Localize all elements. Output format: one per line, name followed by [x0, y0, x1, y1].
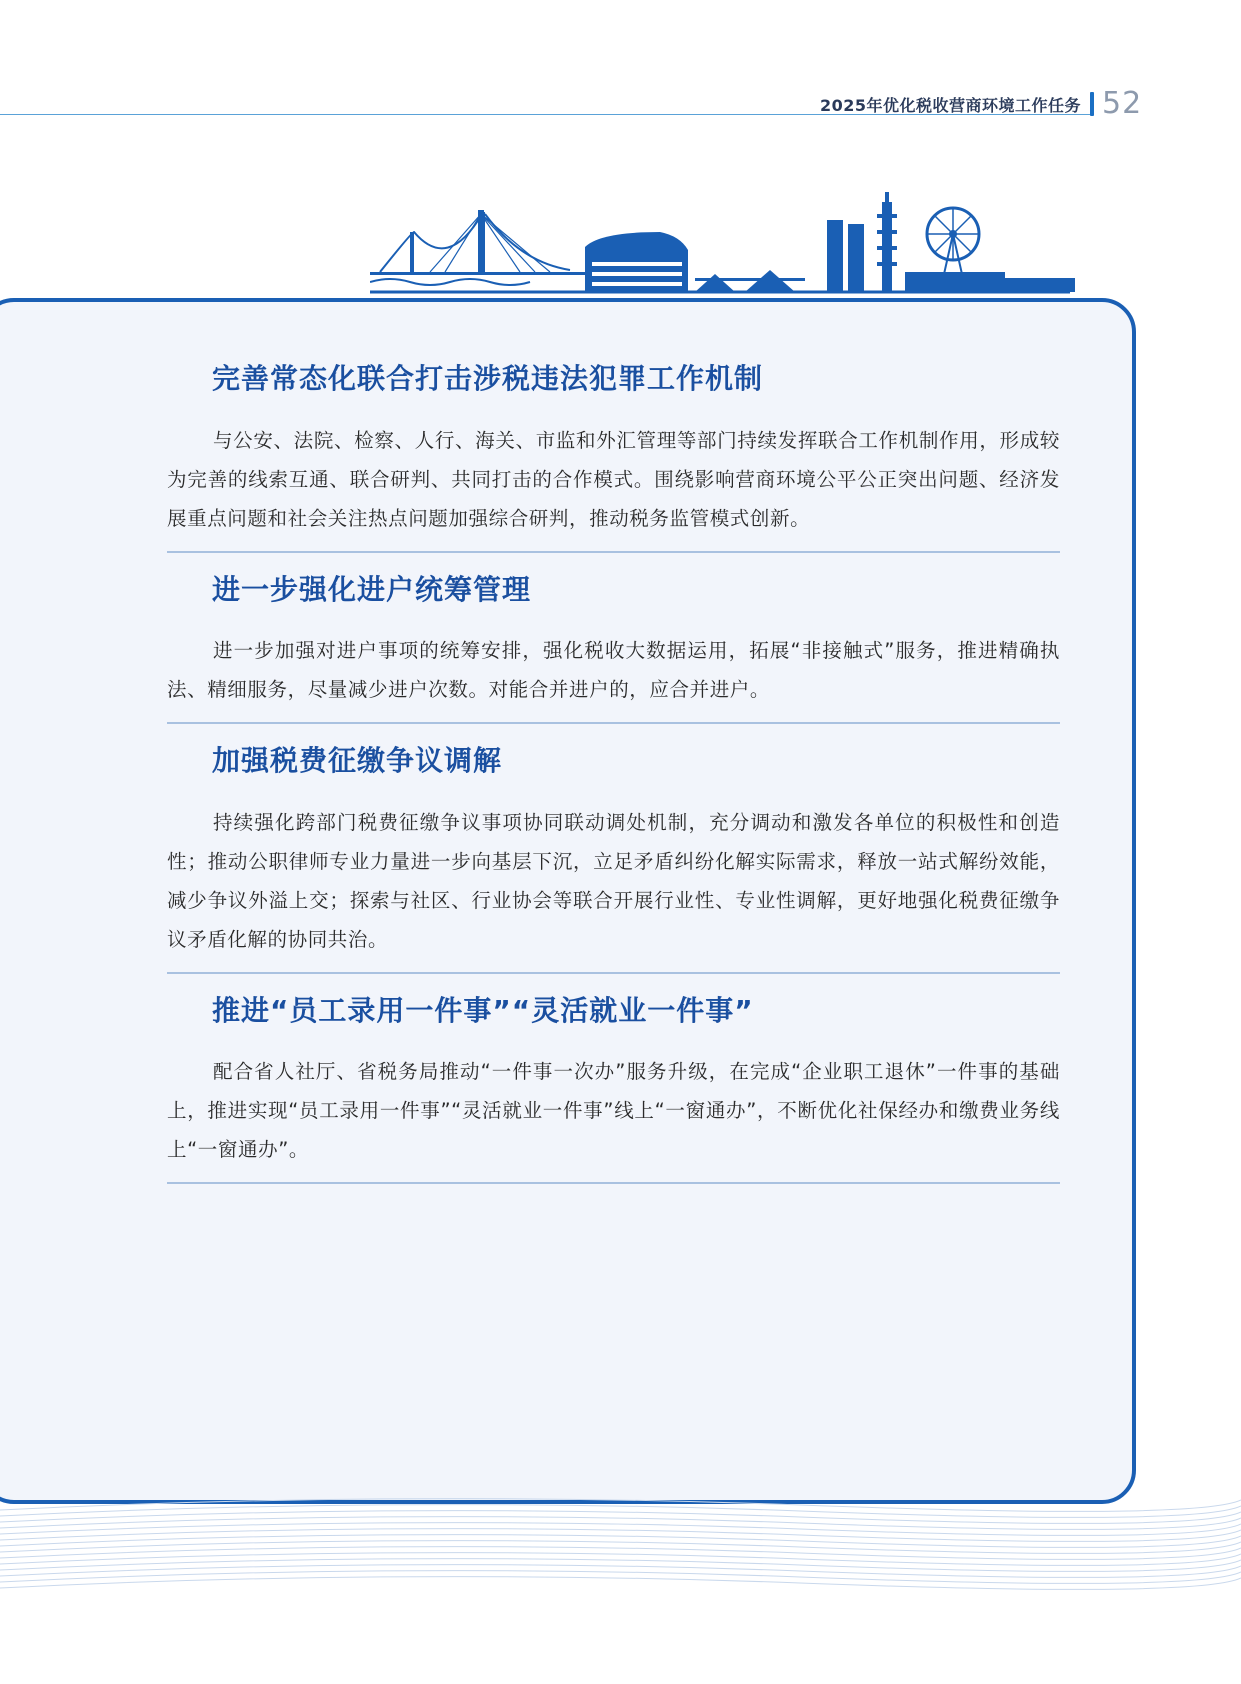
header-accent-bar: [1090, 92, 1094, 116]
section-body: 与公安、法院、检察、人行、海关、市监和外汇管理等部门持续发挥联合工作机制作用，形成较为完善的线索互通、联合研判、共同打击的合作模式。围绕影响营商环境公平公正突出问题、经济发展重点问题和社会关注热点问题加强综合研判，推动税务监管模式创新。: [167, 428, 1060, 530]
section-title: 进一步强化进户统筹管理: [212, 572, 532, 606]
city-skyline-illustration: [370, 192, 1076, 300]
section-divider: [167, 722, 1060, 724]
section-body: 持续强化跨部门税费征缴争议事项协同联动调处机制，充分调动和激发各单位的积极性和创造性；推动公职律师专业力量进一步向基层下沉，立足矛盾纠纷化解实际需求，释放一站式解纷效能，减少争议外溢上交；探索与社区、行业协会等联合开展行业性、专业性调解，更好地强化税费征缴争议矛盾化解的协同共治。: [167, 810, 1060, 951]
section-dispute-mediation: [167, 744, 1060, 974]
content-column: [167, 362, 1060, 1204]
section-joint-crackdown: [167, 362, 1060, 553]
page-number: 52: [1102, 86, 1143, 121]
section-divider: [167, 1182, 1060, 1184]
section-body: 配合省人社厅、省税务局推动“一件事一次办”服务升级，在完成“企业职工退休”一件事的基础上，推进实现“员工录用一件事”“灵活就业一件事”线上“一窗通办”，不断优化社保经办和缴费业务线上“一窗通办”。: [167, 1060, 1060, 1162]
section-divider: [167, 972, 1060, 974]
section-body: 进一步加强对进户事项的统筹安排，强化税收大数据运用，拓展“非接触式”服务，推进精确执法、精细服务，尽量减少进户次数。对能合并进户的，应合并进户。: [167, 639, 1060, 702]
section-one-matter-services: [167, 994, 1060, 1185]
section-title: 推进“员工录用一件事”“灵活就业一件事”: [212, 993, 754, 1027]
section-divider: [167, 551, 1060, 553]
section-title: 完善常态化联合打击涉税违法犯罪工作机制: [212, 362, 764, 395]
running-header-title: 2025年优化税收营商环境工作任务: [819, 96, 1081, 115]
section-title: 加强税费征缴争议调解: [212, 744, 503, 778]
section-visit-coordination: [167, 573, 1060, 725]
decorative-wave-lines: [0, 1480, 1241, 1684]
